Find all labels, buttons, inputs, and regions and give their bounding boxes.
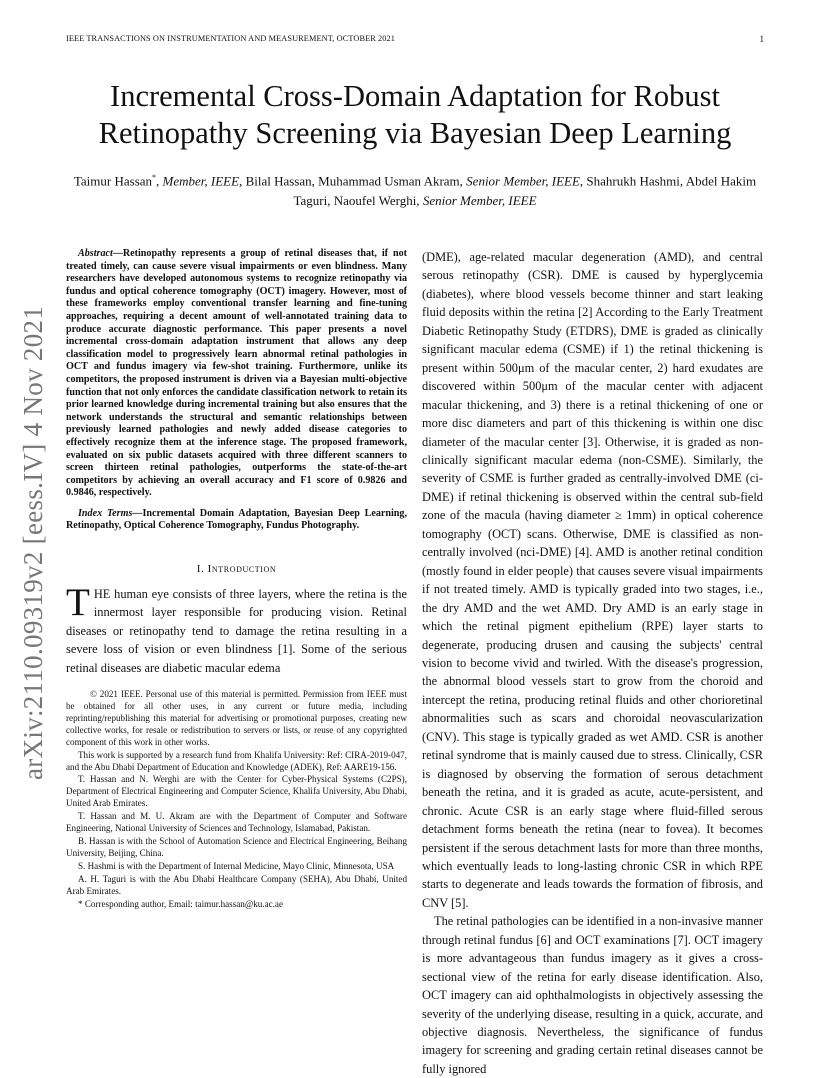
author-list: Taimur Hassan*, Member, IEEE, Bilal Hassan, Muhammad Usman Akram, Senior Member, IEEE, Shahrukh Hashmi, Abdel Hakim Taguri, Naoufel Werghi, Senior Member, IEEE <box>73 173 757 209</box>
paper-title: Incremental Cross-Domain Adaptation for Robust Retinopathy Screening via Bayesian Deep Learning <box>98 79 732 150</box>
index-terms <box>66 508 407 533</box>
corresponding-mark: * <box>152 173 157 182</box>
left-column <box>66 248 407 911</box>
author-2: Bilal Hassan, Muhammad Usman Akram, <box>245 173 463 189</box>
page-number: 1 <box>759 34 764 44</box>
drop-cap: T <box>66 581 90 625</box>
intro-text: human eye consists of three layers, where the retina is the innermost layer responsible for producing vision. Retinal diseases or retinopathy tend to damage the retina resulting in a severe loss of vision or even blindness [1]. Some of the serious retinal diseases are diabetic macular edema <box>66 587 407 675</box>
right-column <box>422 248 763 1078</box>
footnote-corresponding-author: * Corresponding author, Email: taimur.hassan@ku.ac.ae <box>78 898 283 909</box>
intro-paragraph <box>66 581 407 677</box>
abstract-text: —Retinopathy represents a group of retinal diseases that, if not treated timely, can cause severe visual impairments or even blindness. Many researchers have developed autonomous systems to recognize retinopathy via fundus and optical coherence tomography (OCT) imagery. However, most of these frameworks employ conventional transfer learning and fine-tuning approaches, requiring a decent amount of well-annotated training data to produce accurate diagnostic performance. This paper presents a novel incremental cross-domain adaptation instrument that allows any deep classification model to progressively learn abnormal retinal pathologies in OCT and fundus imagery via few-shot training. Furthermore, unlike its competitors, the proposed instrument is driven via a Bayesian multi-objective function that not only enforces the candidate classification network to retain its prior learned knowledge during incremental training but also ensures that the network understands the structural and semantic relationships between previously learned pathologies and newly added disease categories to effectively recognize them at the inference stage. The proposed framework, evaluated on six public datasets acquired with three different scanners to screen thirteen retinal pathologies, outperforms the state-of-the-art competitors by achieving an overall accuracy and F1 score of 0.9826 and 0.9846, respectively. <box>66 248 407 499</box>
index-terms-text: —Incremental Domain Adaptation, Bayesian Deep Learning, Retinopathy, Optical Coherence Tomography, Fundus Photography. <box>66 507 407 532</box>
author-1-role: Member, IEEE, <box>162 173 243 189</box>
footnote-affiliation-2: T. Hassan and M. U. Akram are with the Department of Computer and Software Engineering, National University of Sciences and Technology, Islamabad, Pakistan. <box>66 811 407 834</box>
author-2-role: Senior Member, IEEE, <box>466 173 584 189</box>
footnote-affiliation-1: T. Hassan and N. Werghi are with the Center for Cyber-Physical Systems (C2PS), Department of Electrical Engineering and Computer Science, Khalifa University, Abu Dhabi, United Arab Emirates. <box>66 774 407 809</box>
footnote-funding: This work is supported by a research fund from Khalifa University: Ref: CIRA-2019-047, and the Abu Dhabi Department of Education and Knowledge (ADEK), Ref: AARE19-156. <box>66 749 407 772</box>
arxiv-identifier: arXiv:2110.09319v2 [eess.IV] 4 Nov 2021 <box>18 305 48 780</box>
author-1: Taimur Hassan <box>73 173 153 189</box>
author-3: Shahrukh Hashmi, Abdel Hakim Taguri, Naoufel Werghi, <box>293 173 757 209</box>
section-title: Introduction <box>207 563 277 576</box>
running-head: IEEE TRANSACTIONS ON INSTRUMENTATION AND MEASUREMENT, OCTOBER 2021 <box>66 34 396 43</box>
footnote-affiliation-4: S. Hashmi is with the Department of Internal Medicine, Mayo Clinic, Minnesota, USA <box>78 860 395 871</box>
footnotes <box>66 689 407 910</box>
footnote-affiliation-5: A. H. Taguri is with the Abu Dhabi Healthcare Company (SEHA), Abu Dhabi, United Arab Emirates. <box>66 873 407 896</box>
abstract-label: Abstract <box>78 248 113 259</box>
body-paragraph-2: The retinal pathologies can be identified in a non-invasive manner through retinal fundus [6] and OCT examinations [7]. OCT imagery is more advantageous than fundus imagery as it gives a cross-sectional view of the retina for early disease identification. Also, OCT imagery can aid ophthalmologists in objectively assessing the severity of the underlying disease, resulting in a quick, accurate, and objective diagnosis. Nevertheless, the significance of fundus imagery for screening and grading certain retinal diseases cannot be fully ignored <box>422 914 763 1076</box>
section-number: I. <box>196 563 205 576</box>
footnote-copyright: © 2021 IEEE. Personal use of this material is permitted. Permission from IEEE must be obtained for all other uses, in any current or future media, including reprinting/republishing this material for advertising or promotional purposes, creating new collective works, for resale or redistribution to servers or lists, or reuse of any copyrighted component of this work in other works. <box>66 689 407 747</box>
section-heading-introduction <box>66 563 407 575</box>
author-3-role: Senior Member, IEEE <box>422 193 537 209</box>
abstract <box>66 248 407 500</box>
footnote-affiliation-3: B. Hassan is with the School of Automation Science and Electrical Engineering, Beihang University, Beijing, China. <box>66 835 407 858</box>
intro-lead-word: HE <box>93 587 111 602</box>
body-paragraph-1: (DME), age-related macular degeneration (AMD), and central serous retinopathy (CSR). DME is caused by hyperglycemia (diabetes), where blood vessels become thinner and start leaking fluid deposits within the retina [2] According to the Early Treatment Diabetic Retinopathy Study (ETDRS), DME is graded as clinically significant macular edema (CSME) if 1) the retinal thickening is present within 500μm of the macular center, 2) hard exudates are discovered within 500μm of the macular center with adjacent macular thickening, and 3) there is a retinal thickening of one or more disc diameters and part of this thickening is within one disc diameter of the macular center [3]. Otherwise, it is graded as non-clinically significant macular edema (non-CSME). Similarly, the severity of CSME is further graded as centrally-involved DME (ci-DME) if retinal thickening is observed within the central sub-field zone of the macula (having diameter ≥ 1mm) in optical coherence tomography (OCT) scans. Otherwise, DME is classified as non-centrally involved (nci-DME) [4]. AMD is another retinal condition (mostly found in elder people) that causes severe visual impairments if not treated timely. AMD is typically graded into two stages, i.e., the dry AMD and the wet AMD. Dry AMD is an early stage in which the retinal pigment epithelium (RPE) layer starts to degenerate, producing drusen and causing the subjects' central vision to become vivid and twirled. With the disease's progression, the abnormal blood vessels start to grow from the choroid and intercept the retina, producing retinal fluids and other chorioretinal abnormalities such as scars and choroidal neovascularization (CNV). This stage is typically graded as wet AMD. CSR is another retinal syndrome that is mainly caused due to stress. Clinically, CSR is diagnosed by observing the formation of serous detachment beneath the retina, and it is graded as acute, acute-persistent, and chronic. Acute CSR is an early stage where fluid-filled serous detachment forms beneath the retina (near to fovea). It becomes persistent if the serous detachment lasts for more than three months, which eventually leads to long-lasting chronic CSR in which RPE starts to degenerate and leads towards the formation of fibrosis, and CNV [5]. <box>422 250 763 910</box>
index-terms-label: Index Terms <box>78 507 133 519</box>
